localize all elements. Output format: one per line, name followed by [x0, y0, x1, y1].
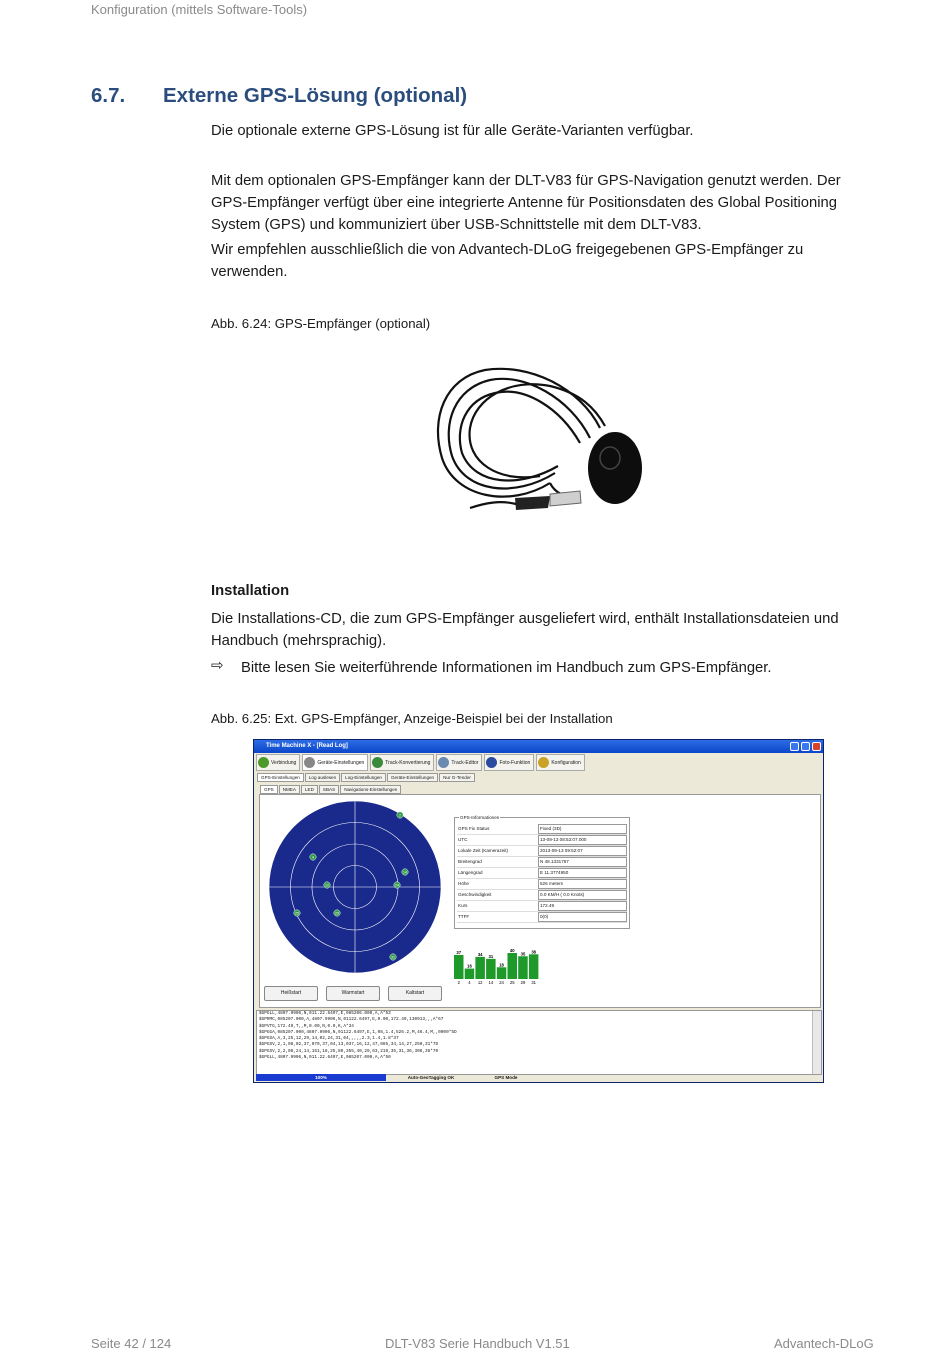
snr-prn: 31: [531, 980, 536, 985]
hint-text: Bitte lesen Sie weiterführende Informationen im Handbuch zum GPS-Empfänger.: [241, 660, 772, 676]
geotag-status: Auto-GeoTagging OK: [407, 1075, 455, 1080]
gps-info-label: Lokale Zeit (Kamerazeit): [458, 848, 509, 853]
figure-caption-receiver: Abb. 6.24: GPS-Empfänger (optional): [211, 316, 431, 331]
editor-icon: [438, 757, 449, 768]
toolbar-photo[interactable]: [484, 754, 534, 771]
gps-info-label: GPS Fix Status: [458, 826, 490, 831]
satellite-label: 24: [395, 883, 399, 888]
toolbar-connection[interactable]: [256, 754, 300, 771]
gps-info-value: 2013-09-13 09:52:07: [538, 846, 627, 856]
minimize-icon[interactable]: [790, 742, 799, 751]
gps-panel: [259, 794, 821, 1008]
snr-prn: 2: [457, 980, 460, 985]
tab-sbas[interactable]: SBAS: [319, 785, 339, 794]
toolbar-label: Foto-Funktion: [499, 759, 531, 766]
satellite-label: 14: [403, 870, 407, 875]
gps-info-box: [454, 817, 630, 929]
tab-gps-settings[interactable]: GPS-Einstellungen: [257, 773, 304, 782]
gps-info-value: Fixed (3D): [538, 824, 627, 834]
track-icon: [372, 757, 383, 768]
gps-info-value: E 11.3774950: [538, 868, 627, 878]
satellite-label: 2: [399, 813, 401, 818]
footer-company: Advantech-DLoG: [774, 1336, 874, 1351]
installation-text: Die Installations-CD, die zum GPS-Empfänger ausgeliefert wird, enthält Installationsdateien und Handbuch (mehrsprachig).: [211, 611, 839, 649]
footer-doc-title: DLT-V83 Serie Handbuch V1.51: [385, 1336, 570, 1351]
snr-prn: 14: [488, 980, 494, 985]
snr-value: 31: [488, 953, 494, 959]
snr-prn: 12: [477, 980, 483, 985]
log-line: $GPGSV,2,2,08,24,14,151,18,25,80,355,40,29,63,219,35,31,36,308,38*70: [259, 1048, 439, 1054]
snr-prn: 24: [499, 980, 504, 985]
nmea-log[interactable]: [256, 1010, 822, 1075]
snr-value: 35: [520, 951, 526, 957]
toolbar-track-conversion[interactable]: [370, 754, 434, 771]
maximize-icon[interactable]: [801, 742, 810, 751]
snr-bar-chart: [452, 945, 552, 985]
gps-info-value: 526 meters: [538, 879, 627, 889]
gps-info-label: Längengrad: [458, 870, 483, 875]
log-line: $GPGLL,4807.9906,N,011.22.6497,E,085206.000,A,A*53: [259, 1011, 391, 1016]
toolbar-label: Track-Editor: [451, 759, 479, 766]
gps-info-value: 13-09-13 08:52:07.000: [538, 835, 627, 845]
tab-navigation-settings[interactable]: Navigations-Einstellungen: [340, 785, 401, 794]
running-header: Konfiguration (mittels Software-Tools): [91, 2, 308, 17]
gps-info-value: 172.49: [538, 901, 627, 911]
gps-info-label: Geschwindigkeit: [458, 892, 492, 897]
toolbar-label: Geräte-Einstellungen: [317, 759, 365, 766]
gps-info-row: [457, 824, 627, 835]
log-line: $GPGSV,2,1,08,02,37,079,37,04,13,037,16,12,47,085,34,14,27,250,31*7D: [259, 1042, 439, 1048]
log-line: $GPGSA,A,3,25,12,29,14,02,24,31,04,,,,,2.3,1.4,1.8*37: [259, 1036, 399, 1042]
window-titlebar: [254, 740, 823, 753]
snr-bar: [497, 967, 507, 979]
tab-led[interactable]: LED: [301, 785, 318, 794]
paragraph-recommendation: Wir empfehlen ausschließlich die von Advantech-DLoG freigegebenen GPS-Empfänger zu verwenden.: [211, 242, 804, 280]
gps-info-row: [457, 890, 627, 901]
photo-icon: [486, 757, 497, 768]
section-title: Externe GPS-Lösung (optional): [163, 84, 468, 107]
gps-info-value: 0(0): [538, 912, 627, 922]
snr-value: 40: [509, 948, 515, 953]
gps-receiver-photo: [430, 358, 645, 518]
footer-page: Seite 42 / 124: [91, 1336, 172, 1351]
snr-bar: [529, 954, 539, 979]
toolbar-label: Verbindung: [271, 759, 297, 766]
gps-info-row: [457, 868, 627, 879]
tab-read-log[interactable]: Log auslesen: [305, 773, 340, 782]
close-icon[interactable]: [812, 742, 821, 751]
gps-info-row: [457, 879, 627, 890]
toolbar-device-settings[interactable]: [302, 754, 368, 771]
gps-info-row: [457, 857, 627, 868]
log-line: $GPGLL,4807.9906,N,011.22.6497,E,085207.000,A,A*50: [259, 1055, 391, 1061]
progress-bar: 100%: [256, 1074, 386, 1081]
warm-start-button[interactable]: Warmstart: [326, 986, 380, 1001]
gps-info-label: Höhe: [458, 881, 469, 886]
satellite-label: 31: [391, 955, 395, 960]
connection-icon: [258, 757, 269, 768]
toolbar-config[interactable]: [536, 754, 584, 771]
mode-status: GPS Mode: [494, 1075, 518, 1080]
hot-start-button[interactable]: Heißstart: [264, 986, 318, 1001]
section-number: 6.7.: [91, 84, 126, 107]
tab-nmea[interactable]: NMEA: [279, 785, 300, 794]
hint-arrow-icon: ⇨: [211, 657, 224, 674]
snr-prn: 4: [468, 980, 471, 985]
device-icon: [304, 757, 315, 768]
snr-value: 16: [467, 963, 472, 969]
snr-value: 38: [531, 949, 536, 955]
toolbar-label: Konfiguration: [551, 759, 581, 766]
toolbar-track-editor[interactable]: [436, 754, 482, 771]
tab-device-settings[interactable]: Geräte-Einstellungen: [387, 773, 438, 782]
satellite-label: 29: [335, 911, 339, 916]
gps-info-label: UTC: [458, 837, 468, 842]
installation-heading: Installation: [211, 583, 290, 599]
gps-info-label: Kurs: [458, 903, 468, 908]
log-line: $GPVTG,172.49,T,,M,0.00,N,0.0,K,A*34: [259, 1023, 354, 1029]
satellite-radar: [264, 801, 446, 973]
tab-g-tender[interactable]: Nur G-Tender: [439, 773, 475, 782]
snr-value: 37: [456, 949, 462, 955]
satellite-label: 12: [325, 883, 329, 888]
snr-bar: [454, 955, 464, 979]
snr-bar: [508, 953, 518, 979]
gps-info-row: [457, 846, 627, 857]
software-screenshot: [253, 739, 824, 1083]
window-title: Time Machine X - [Read Log]: [266, 743, 348, 749]
toolbar-label: Track-Konvertierung: [385, 759, 431, 766]
snr-bar: [465, 969, 475, 979]
log-line: $GPRMC,085207.000,A,4807.9906,N,01122.6497,E,0.00,172.49,130913,,,A*67: [259, 1017, 444, 1023]
snr-prn: 29: [520, 980, 526, 985]
snr-prn: 25: [509, 980, 515, 985]
gps-info-legend: GPS-Informationen: [460, 815, 500, 820]
sub-tabs: [260, 785, 401, 794]
status-bar: [256, 1074, 822, 1081]
log-scrollbar[interactable]: [812, 1011, 821, 1074]
gps-info-label: TTFF: [458, 914, 470, 919]
satellite-label: 4: [312, 855, 314, 860]
gps-info-value: N 48.1331767: [538, 857, 627, 867]
tab-log-settings[interactable]: Log-Einstellungen: [341, 773, 386, 782]
snr-bar: [475, 957, 485, 979]
app-toolbar: [256, 754, 821, 771]
satellite-label: 25: [295, 911, 299, 916]
snr-bar: [518, 956, 528, 979]
figure-caption-screenshot: Abb. 6.25: Ext. GPS-Empfänger, Anzeige-Beispiel bei der Installation: [211, 711, 613, 726]
snr-value: 34: [477, 951, 483, 957]
paragraph-availability: Die optionale externe GPS-Lösung ist für alle Geräte-Varianten verfügbar.: [211, 123, 694, 139]
gps-info-row: [457, 835, 627, 846]
gps-info-row: [457, 901, 627, 912]
snr-value: 18: [499, 962, 504, 968]
log-line: $GPGGA,085207.000,4807.9906,N,01122.6497,E,1,08,1.4,526.2,M,46.4,M,,0000*5D: [259, 1029, 457, 1035]
snr-bar: [486, 959, 496, 979]
gps-info-label: Breitengrad: [458, 859, 482, 864]
gps-info-value: 0.0 KM/H ( 0.0 Knots): [538, 890, 627, 900]
paragraph-description: Mit dem optionalen GPS-Empfänger kann der DLT-V83 für GPS-Navigation genutzt werden. Der GPS-Empfänger verfügt über eine integrierte Antenne für Positionsdaten des Global Positioning System (GPS) und kommuniziert über USB-Schnittstelle mit dem DLT-V83.: [211, 173, 841, 233]
gps-info-row: [457, 912, 627, 923]
cold-start-button[interactable]: Kaltstart: [388, 986, 442, 1001]
tab-gps[interactable]: GPS: [260, 785, 278, 794]
config-icon: [538, 757, 549, 768]
main-tabs: [257, 773, 475, 782]
